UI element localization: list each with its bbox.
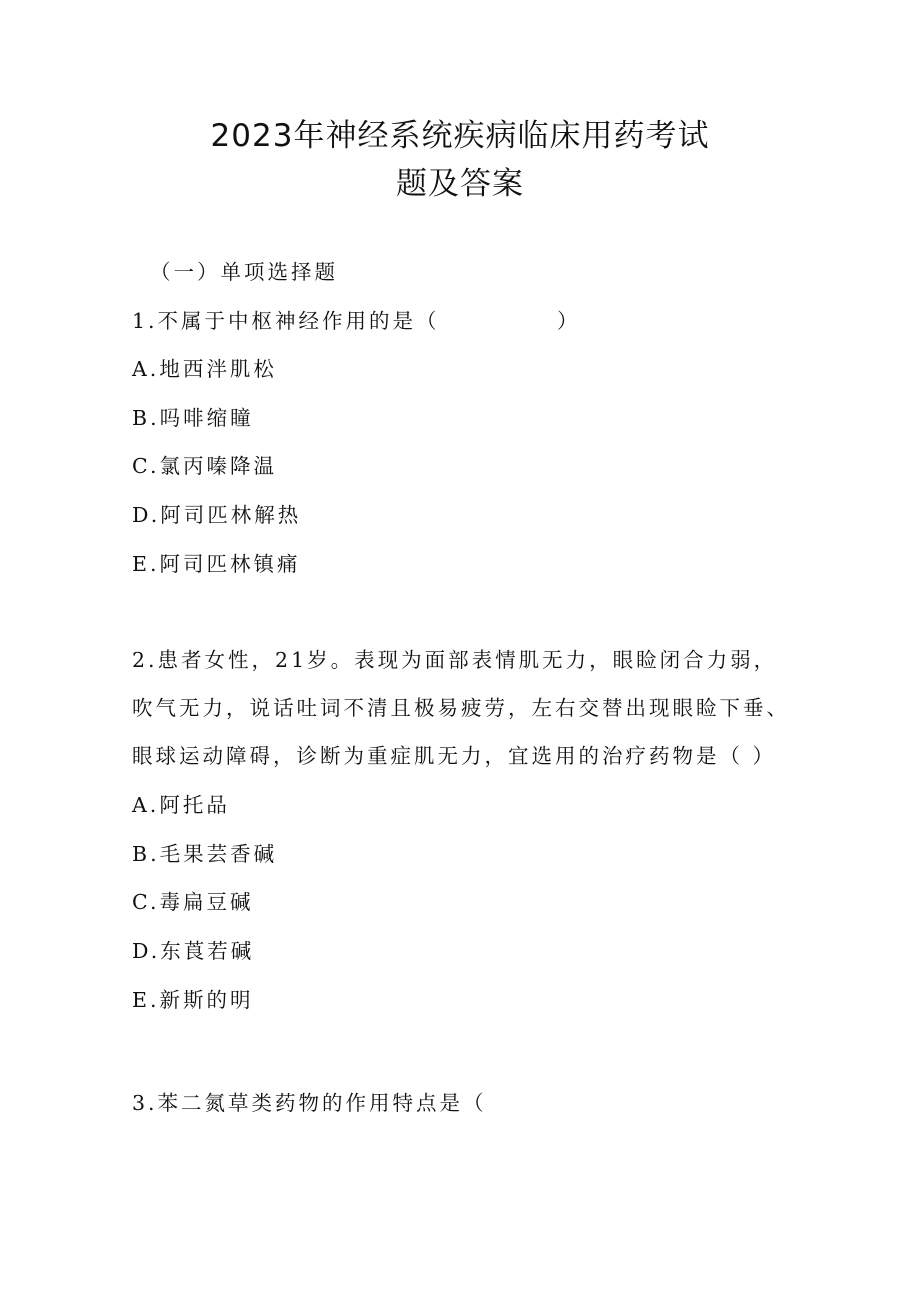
question-1-option-c: C.氯丙嗪降温 [132, 454, 277, 478]
question-1-option-e: E.阿司匹林镇痛 [132, 552, 301, 576]
question-2-option-c: C.毒扁豆碱 [132, 890, 254, 914]
question-2-option-a: A.阿托品 [132, 793, 230, 817]
question-2-stem-line-3: 眼球运动障碍，诊断为重症肌无力，宜选用的治疗药物是（ ） [132, 744, 777, 768]
document-title-line-2: 题及答案 [396, 166, 524, 202]
question-2-stem-line-2: 吹气无力，说话吐词不清且极易疲劳，左右交替出现眼睑下垂、 [132, 696, 790, 720]
question-2-option-b: B.毛果芸香碱 [132, 842, 278, 866]
question-1-option-a: A.地西泮肌松 [132, 357, 277, 381]
question-1-option-b: B.吗啡缩瞳 [132, 406, 254, 430]
question-1-option-d: D.阿司匹林解热 [132, 503, 302, 527]
question-2-option-e: E.新斯的明 [132, 988, 254, 1012]
section-heading: （一）单项选择题 [150, 260, 338, 284]
document-title-line-1: 2023年神经系统疾病临床用药考试 [210, 118, 710, 154]
question-2-stem-line-1: 2.患者女性，21岁。表现为面部表情肌无力，眼睑闭合力弱， [132, 648, 778, 672]
question-1-stem: 1.不属于中枢神经作用的是（ ） [132, 309, 581, 333]
question-2-option-d: D.东莨若碱 [132, 939, 255, 963]
question-3-stem: 3.苯二氮草类药物的作用特点是（ [132, 1091, 487, 1115]
